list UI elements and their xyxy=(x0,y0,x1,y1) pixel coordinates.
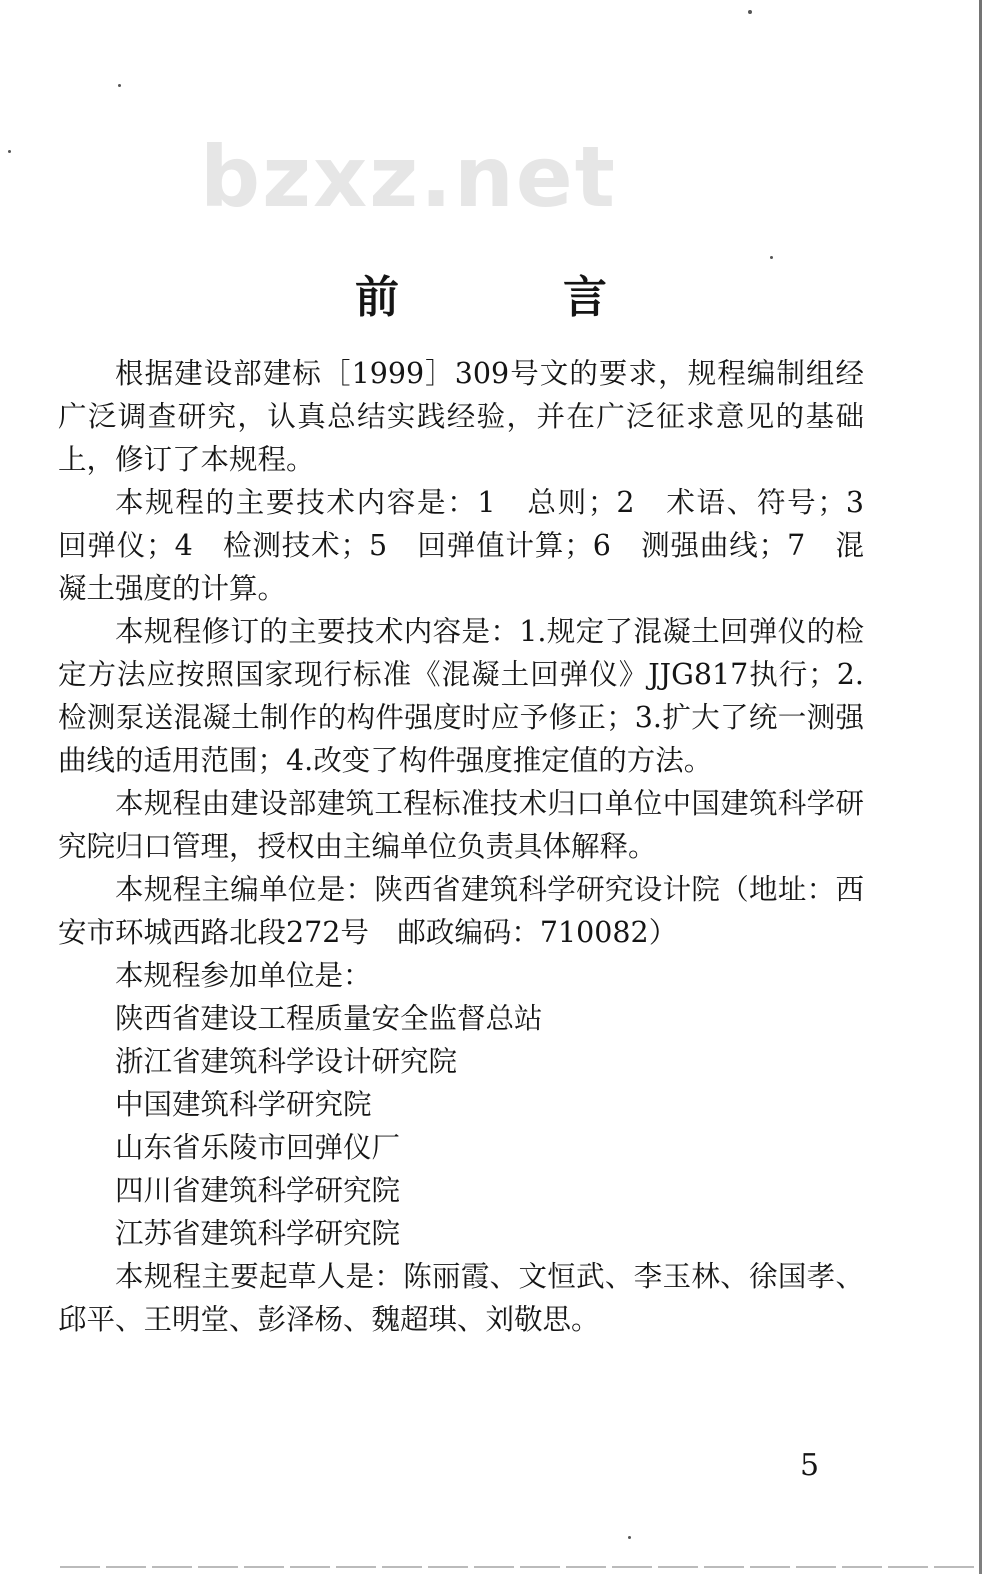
scan-bottom-rule xyxy=(60,1566,980,1568)
preface-body xyxy=(58,352,893,1341)
watermark: bzxz.net xyxy=(200,128,617,226)
participating-unit: 山东省乐陵市回弹仪厂 xyxy=(115,1131,401,1164)
participating-unit: 浙江省建筑科学设计研究院 xyxy=(115,1045,458,1078)
participating-unit: 中国建筑科学研究院 xyxy=(115,1088,372,1121)
drafters-paragraph: 本规程主要起草人是：陈丽霞、文恒武、李玉林、徐国孝、邱平、王明堂、彭泽杨、魏超琪、刘敬思。 xyxy=(58,1260,864,1336)
scan-speck xyxy=(118,84,121,87)
paragraph: 本规程主编单位是：陕西省建筑科学研究设计院（地址：西安市环城西路北段272号 邮政编码：710082） xyxy=(58,873,864,949)
paragraph: 本规程修订的主要技术内容是：1.规定了混凝土回弹仪的检定方法应按照国家现行标准《混凝土回弹仪》JJG817执行；2.检测泵送混凝土制作的构件强度时应予修正；3.扩大了统一测强曲线的适用范围；4.改变了构件强度推定值的方法。 xyxy=(58,615,864,777)
page-title: 前 言 xyxy=(355,272,667,324)
participating-unit: 江苏省建筑科学研究院 xyxy=(115,1217,401,1250)
paragraph: 本规程参加单位是： xyxy=(115,959,372,992)
paragraph: 根据建设部建标［1999］309号文的要求，规程编制组经广泛调查研究，认真总结实践经验，并在广泛征求意见的基础上，修订了本规程。 xyxy=(58,357,864,476)
scan-edge-line xyxy=(979,0,982,1574)
scan-speck xyxy=(8,150,11,153)
scan-speck xyxy=(748,10,752,14)
scan-speck xyxy=(628,1536,631,1539)
paragraph: 本规程的主要技术内容是：1 总则；2 术语、符号；3 回弹仪；4 检测技术；5 回弹值计算；6 测强曲线；7 混凝土强度的计算。 xyxy=(58,486,893,605)
participating-unit: 陕西省建设工程质量安全监督总站 xyxy=(115,1002,543,1035)
participating-unit: 四川省建筑科学研究院 xyxy=(115,1174,401,1207)
paragraph: 本规程由建设部建筑工程标准技术归口单位中国建筑科学研究院归口管理，授权由主编单位负责具体解释。 xyxy=(58,787,864,863)
scan-speck xyxy=(770,256,773,259)
page-number: 5 xyxy=(800,1448,820,1483)
